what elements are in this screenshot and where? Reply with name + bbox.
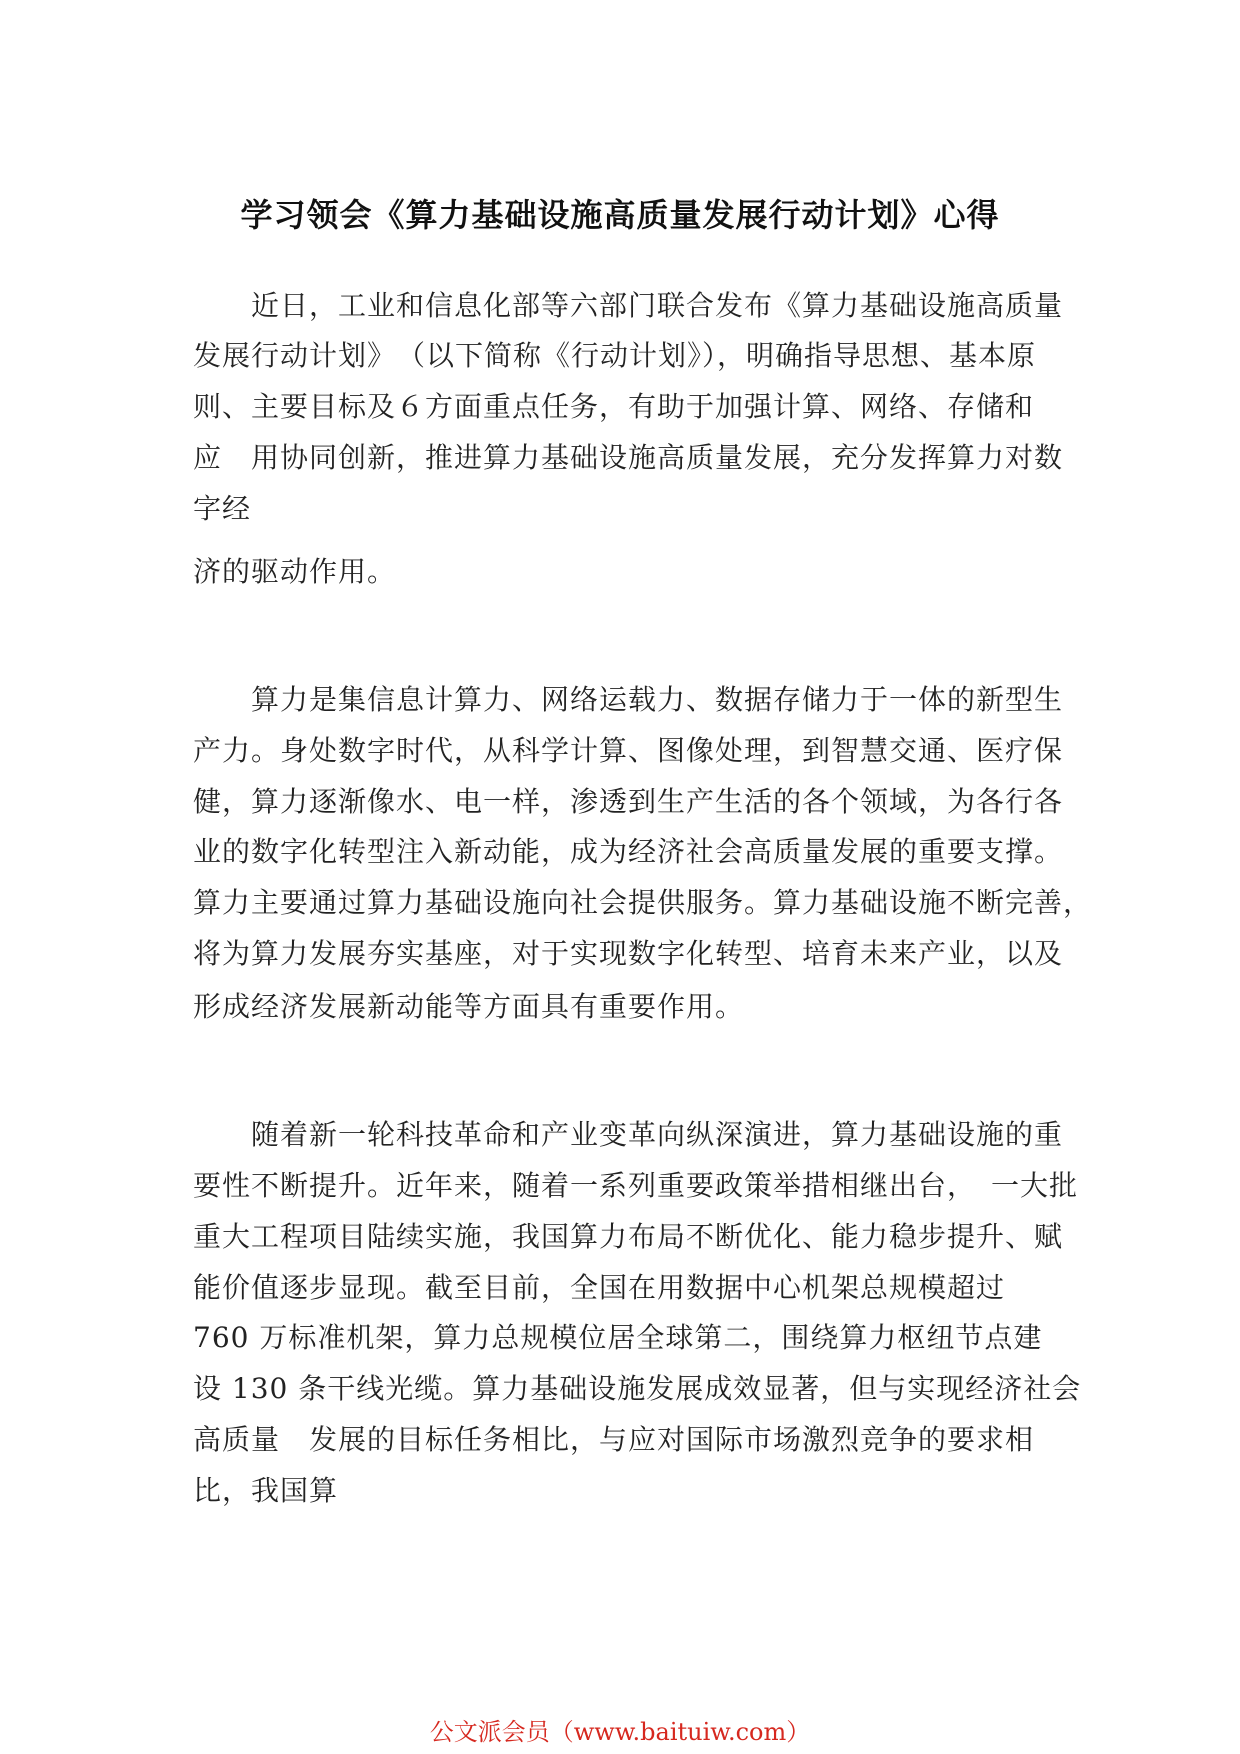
body-line-15: 要性不断提升。近年来，随着一系列重要政策举措相继出台， 一大批: [193, 1169, 1079, 1202]
body-line-8: 产力。身处数字时代，从科学计算、图像处理，到智慧交通、医疗保: [193, 734, 1064, 767]
body-line-9: 健，算力逐渐像水、电一样，渗透到生产生活的各个领域，为各行各: [193, 785, 1064, 818]
body-line-3: 则、主要目标及６方面重点任务，有助于加强计算、网络、存储和: [193, 390, 1035, 423]
body-line-5: 字经: [193, 492, 252, 525]
body-line-14: 随着新一轮科技革命和产业变革向纵深演进，算力基础设施的重: [193, 1118, 1064, 1151]
body-line-17: 能价值逐步显现。截至目前，全国在用数据中心机架总规模超过: [193, 1271, 1006, 1304]
body-line-1: 近日，工业和信息化部等六部门联合发布《算力基础设施高质量: [193, 289, 1064, 322]
body-line-13: 形成经济发展新动能等方面具有重要作用。: [193, 990, 745, 1023]
body-line-4: 应 用协同创新，推进算力基础设施高质量发展，充分发挥算力对数: [193, 441, 1064, 474]
body-line-2: 发展行动计划》 （以下简称《行动计划》），明确指导思想、基本原: [193, 339, 1037, 372]
body-line-16: 重大工程项目陆续实施，我国算力布局不断优化、能力稳步提升、赋: [193, 1220, 1064, 1253]
body-line-21: 比，我国算: [193, 1474, 339, 1507]
body-line-12: 将为算力发展夯实基座，对于实现数字化转型、培育未来产业，以及: [193, 937, 1064, 970]
body-line-19: 设 130 条干线光缆。算力基础设施发展成效显著，但与实现经济社会: [193, 1372, 1082, 1405]
body-line-11: 算力主要通过算力基础设施向社会提供服务。算力基础设施不断完善，: [193, 886, 1093, 919]
footer-watermark-link[interactable]: 公文派会员（www.baituiw.com）: [429, 1718, 811, 1746]
body-line-7: 算力是集信息计算力、网络运载力、数据存储力于一体的新型生: [193, 683, 1064, 716]
body-line-20: 高质量 发展的目标任务相比，与应对国际市场激烈竞争的要求相: [193, 1423, 1035, 1456]
body-line-6: 济的驱动作用。: [193, 555, 397, 588]
body-line-10: 业的数字化转型注入新动能，成为经济社会高质量发展的重要支撑。: [193, 835, 1064, 868]
document-title: 学习领会《算力基础设施高质量发展行动计划》心得: [240, 196, 1000, 234]
body-line-18: 760 万标准机架，算力总规模位居全球第二，围绕算力枢纽节点建: [193, 1321, 1043, 1354]
